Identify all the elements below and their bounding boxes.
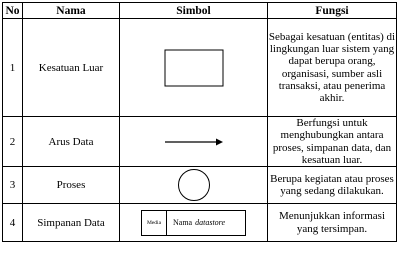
- row-function: Menunjukkan informasi yang tersimpan.: [268, 204, 397, 242]
- row-name: Arus Data: [23, 117, 120, 167]
- row-symbol: [120, 167, 268, 204]
- header-simbol: Simbol: [120, 3, 268, 19]
- row-number: 2: [3, 117, 23, 167]
- datastore-label-italic: datastore: [195, 218, 226, 228]
- table-row: [3, 204, 397, 242]
- datastore-label: [167, 211, 245, 235]
- header-nama: Nama: [23, 3, 120, 19]
- row-name: Simpanan Data: [23, 204, 120, 242]
- row-symbol: [120, 19, 268, 117]
- row-symbol: [120, 117, 268, 167]
- rectangle-icon: [164, 49, 224, 87]
- datastore-code: Media: [142, 211, 167, 235]
- row-name: Kesatuan Luar: [23, 19, 120, 117]
- datastore-label-text: Nama: [173, 218, 193, 228]
- row-number: 4: [3, 204, 23, 242]
- table-row: [3, 117, 397, 167]
- row-name: Proses: [23, 167, 120, 204]
- row-function: Berfungsi untuk menghubungkan antara proses, simpanan data, dan kesatuan luar.: [268, 117, 397, 167]
- table-row: [3, 19, 397, 117]
- circle-icon: [177, 168, 211, 202]
- row-number: 3: [3, 167, 23, 204]
- row-function: Sebagai kesatuan (entitas) di lingkungan luar sistem yang dapat berupa orang, organisasi, sumber asli transaksi, atau penerima akhir.: [268, 19, 397, 117]
- datastore-icon: [141, 210, 246, 236]
- header-fungsi: Fungsi: [268, 3, 397, 19]
- table-row: [3, 167, 397, 204]
- dfd-symbol-table: [2, 2, 397, 242]
- row-symbol: [120, 204, 268, 242]
- header-no: No: [3, 3, 23, 19]
- table-header-row: [3, 3, 397, 19]
- row-number: 1: [3, 19, 23, 117]
- arrow-right-icon: [164, 137, 224, 147]
- row-function: Berupa kegiatan atau proses yang sedang dilakukan.: [268, 167, 397, 204]
